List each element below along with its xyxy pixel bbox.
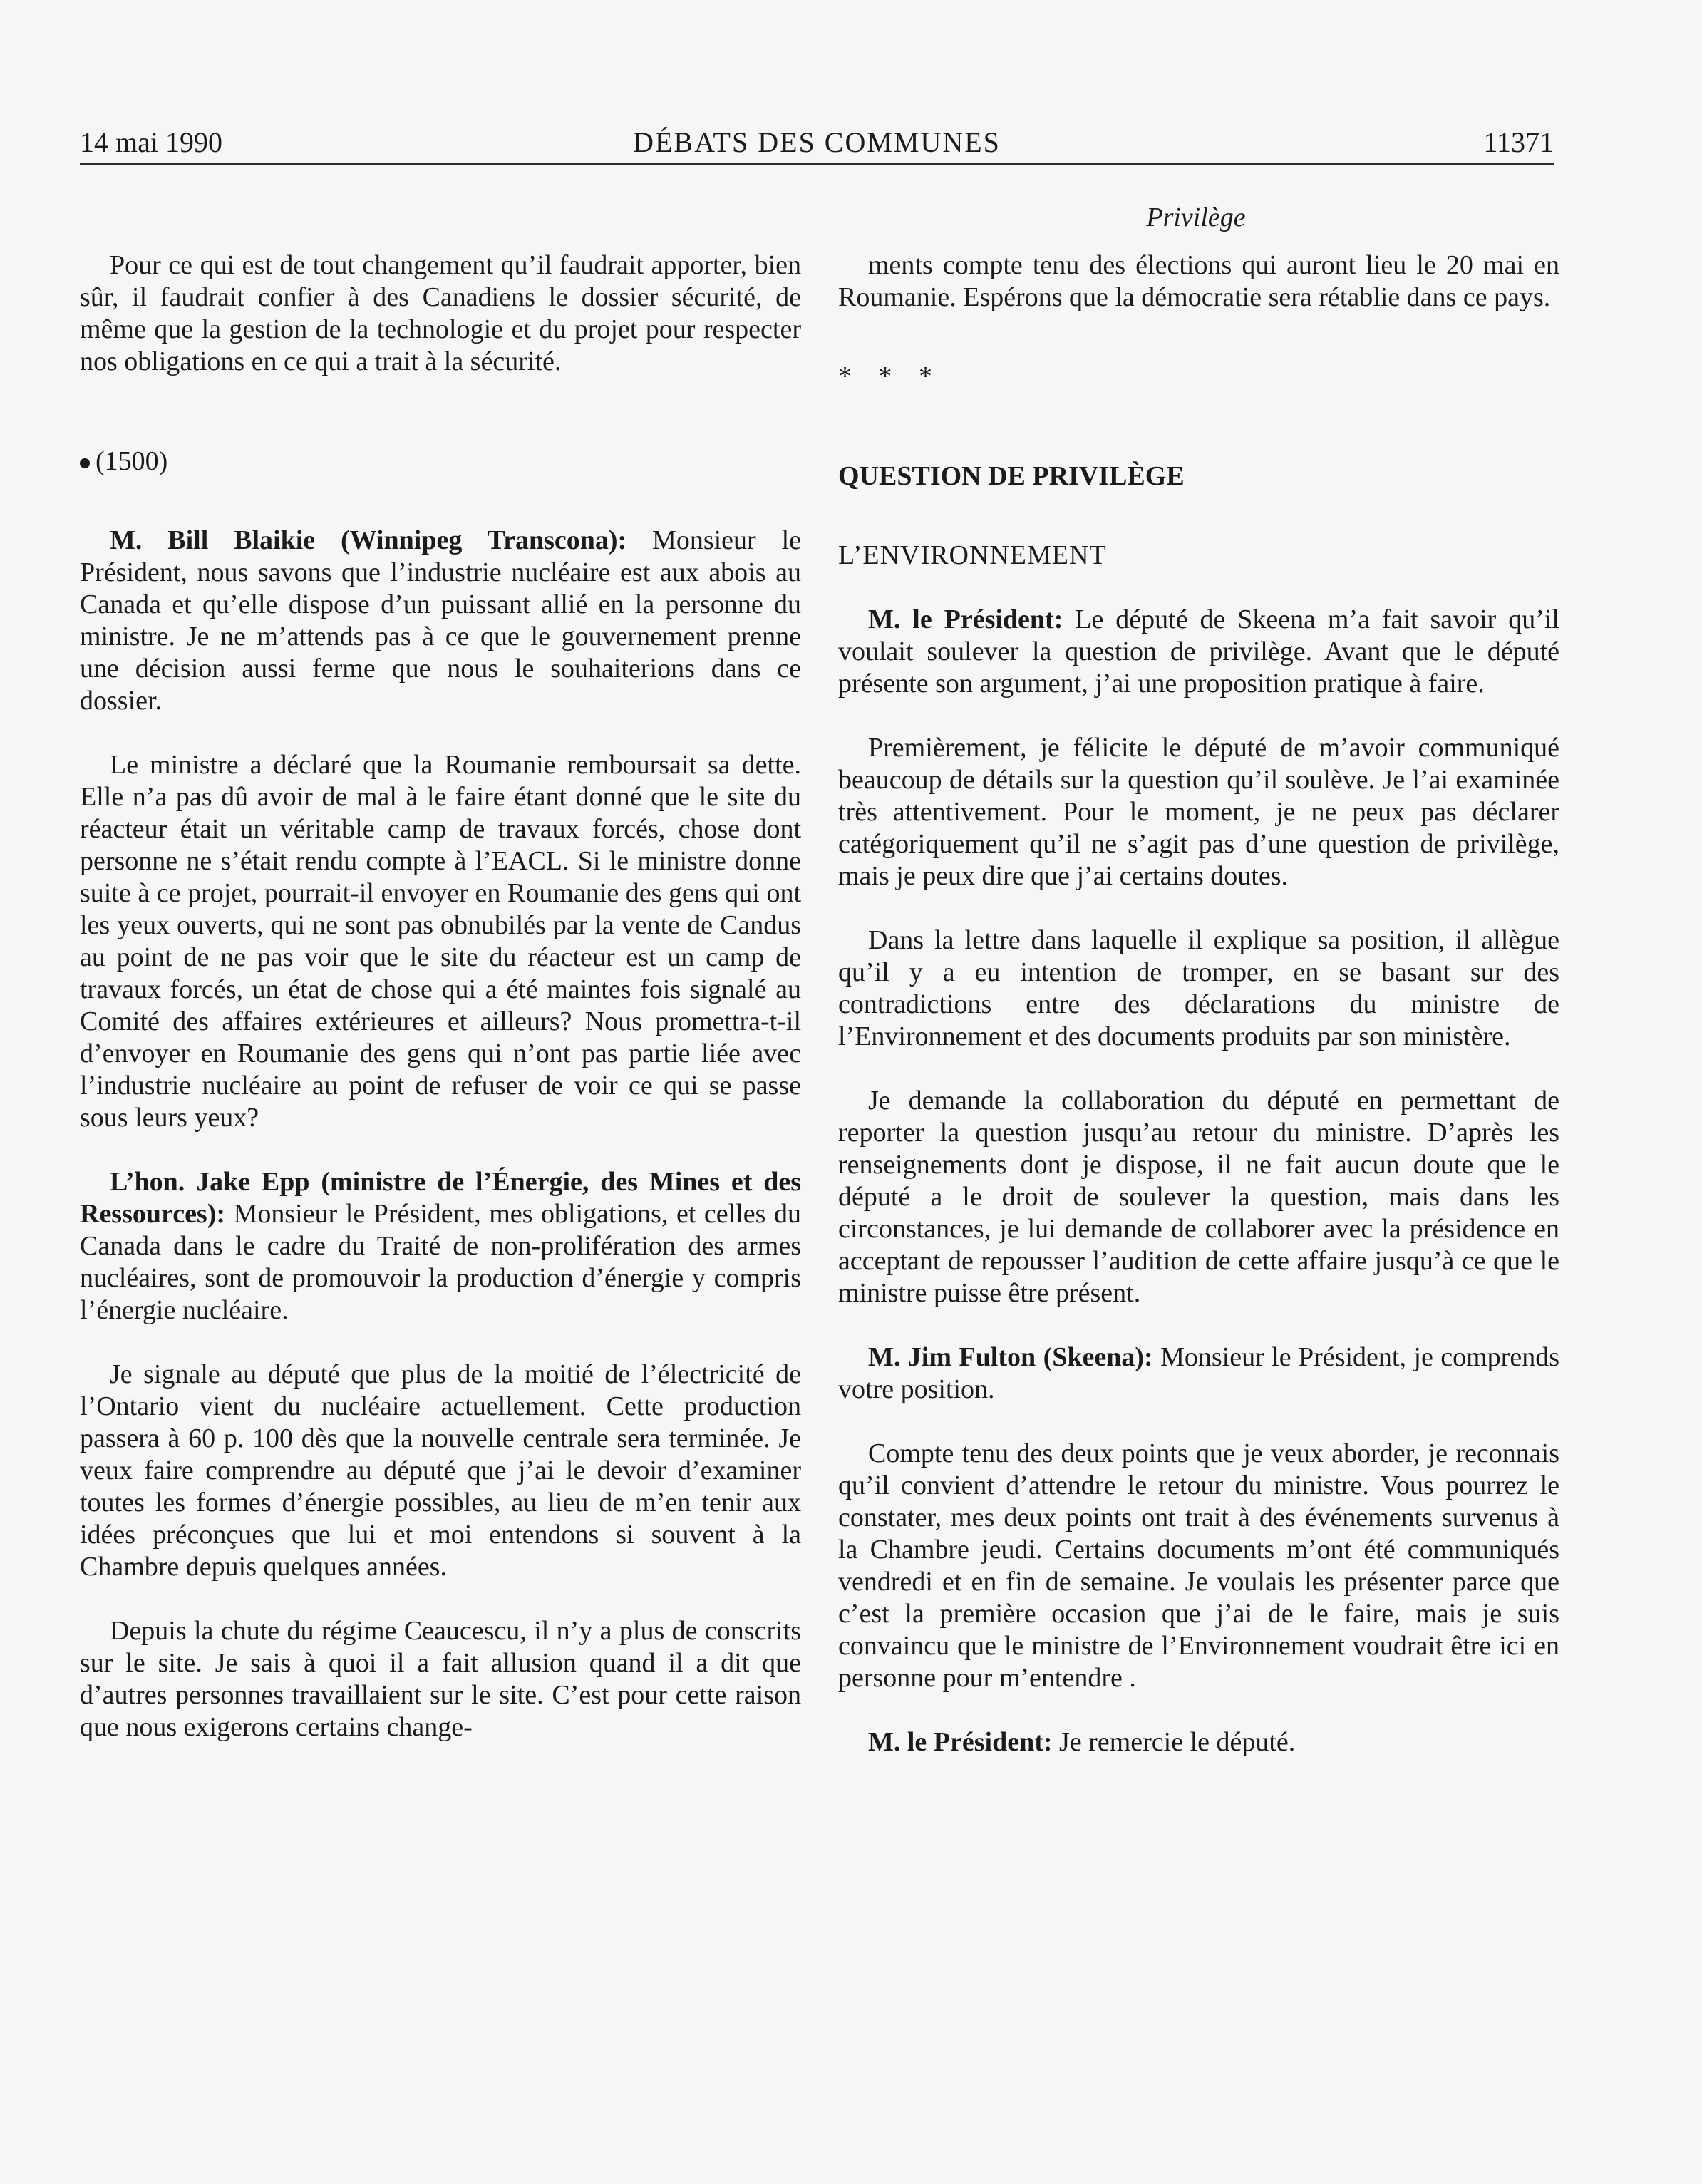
bullet-icon — [80, 458, 90, 468]
left-column — [80, 249, 801, 1743]
speech-text: Monsieur le Président, nous savons que l’industrie nucléaire est aux abois au Canada et qu’elle dispose d’un puissant allié en la personne du ministre. Je ne m’attends pas à ce que le gouvernement prenne une décision aussi ferme que nous le souhaiterions dans ce dossier. — [80, 525, 801, 716]
paragraph: Dans la lettre dans laquelle il explique sa position, il allègue qu’il y a eu intention de tromper, en se basant sur des contradictions entre des déclarations du ministre de l’Environnement et des documents produits par son ministère. — [838, 925, 1559, 1051]
speech-text: Le député de Skeena m’a fait savoir qu’il voulait soulever la question de privilège. Avant que le député présente son argument, j’ai une proposition pratique à faire. — [838, 604, 1559, 699]
paragraph: Je demande la collaboration du député en permettant de reporter la question jusqu’au retour du ministre. D’après les renseignements dont je dispose, il ne fait aucun doute que le député a le droit de soulever la question, mais dans les circonstances, je lui demande de collaborer avec la présidence en acceptant de repousser l’audition de cette affaire jusqu’à ce que le ministre puisse être présent. — [838, 1086, 1559, 1308]
speaker-name: M. Bill Blaikie (Winnipeg Transcona): — [110, 525, 627, 555]
speaker-name: M. Jim Fulton (Skeena): — [868, 1342, 1153, 1372]
paragraph: Je signale au député que plus de la moitié de l’électricité de l’Ontario vient du nucléaire actuellement. Cette production passera à 60 p. 100 dès que la nouvelle centrale sera terminée. Je veux faire comprendre au député que j’ai le devoir d’examiner toutes les formes d’énergie possibles, au lieu de m’en tenir aux idées préconçues que lui et moi entendons si souvent à la Chambre depuis quelques années. — [80, 1359, 801, 1582]
speaker-name: L’hon. Jake Epp (ministre de l’Énergie, des Mines et des Ressources): — [80, 1167, 801, 1229]
paragraph — [838, 1341, 1559, 1406]
speaker-name: M. le Président: — [868, 1727, 1053, 1757]
paragraph: Pour ce qui est de tout changement qu’il faudrait apporter, bien sûr, il faudrait confier à des Canadiens le dossier sécurité, de même que la gestion de la technologie et du projet pour respecter nos obligations en ce qui a trait à la sécurité. — [80, 250, 801, 376]
speaker-name: M. le Président: — [868, 604, 1063, 634]
paragraph: Le ministre a déclaré que la Roumanie remboursait sa dette. Elle n’a pas dû avoir de mal à le faire étant donné que le site du réacteur était un véritable camp de travaux forcés, chose dont personne ne s’était rendu compte à l’EACL. Si le ministre donne suite à ce projet, pourrait-il envoyer en Roumanie des gens qui ont les yeux ouverts, qui ne sont pas obnubilés par la vente de Candus au point de ne pas voir que le site du réacteur est un camp de travaux forcés, un état de chose qui a été maintes fois signalé au Comité des affaires extérieures et ailleurs? Nous promettra-t-il d’envoyer en Roumanie des gens qui n’ont pas partie liée avec l’industrie nucléaire au point de refuser de voir ce qui se passe sous leurs yeux? — [80, 750, 801, 1133]
time-marker — [80, 445, 801, 478]
paragraph — [80, 525, 801, 717]
paragraph: Compte tenu des deux points que je veux aborder, je reconnais qu’il convient d’attendre le retour du ministre. Vous pourrez le constater, mes deux points ont trait à des événements survenus à la Chambre jeudi. Certains documents m’ont été communiqués vendredi et en fin de semaine. Je voulais les présenter parce que c’est la première occasion que j’ai de le faire, mais je suis convaincu que le ministre de l’Environnement voudrait être ici en personne pour m’entendre . — [838, 1438, 1559, 1693]
paragraph: ments compte tenu des élections qui auront lieu le 20 mai en Roumanie. Espérons que la démocratie sera rétablie dans ce pays. — [838, 250, 1559, 312]
paragraph: Depuis la chute du régime Ceaucescu, il n’y a plus de conscrits sur le site. Je sais à quoi il a fait allusion quand il a dit que d’autres personnes travaillaient sur le site. C’est pour cette raison que nous exigerons certains change- — [80, 1616, 801, 1742]
speech-text: Je remercie le député. — [1052, 1727, 1296, 1757]
time-label: (1500) — [96, 446, 168, 476]
speech-text: Monsieur le Président, mes obligations, et celles du Canada dans le cadre du Traité de non-prolifération des armes nucléaires, sont de promouvoir la production d’énergie y compris l’énergie nucléaire. — [80, 1199, 801, 1325]
running-head: Privilège — [1146, 202, 1246, 232]
header-date: 14 mai 1990 — [80, 126, 222, 158]
header-page-number: 11371 — [1483, 126, 1554, 158]
sub-heading: L’ENVIRONNEMENT — [838, 540, 1107, 570]
paragraph — [838, 604, 1559, 700]
page-header — [80, 123, 1554, 165]
right-column — [838, 249, 1559, 1758]
section-separator: * * * — [838, 361, 942, 391]
paragraph — [80, 1166, 801, 1327]
paragraph: Premièrement, je félicite le député de m’avoir communiqué beaucoup de détails sur la question qu’il soulève. Je l’ai examinée très attentivement. Pour le moment, je ne peux pas déclarer catégoriquement qu’il ne s’agit pas d’une question de privilège, mais je peux dire que j’ai certains doutes. — [838, 733, 1559, 891]
section-heading: QUESTION DE PRIVILÈGE — [838, 461, 1185, 491]
header-title: DÉBATS DES COMMUNES — [633, 126, 1001, 158]
paragraph — [838, 1726, 1559, 1758]
speech-text: Monsieur le Président, je comprends votre position. — [838, 1342, 1559, 1404]
